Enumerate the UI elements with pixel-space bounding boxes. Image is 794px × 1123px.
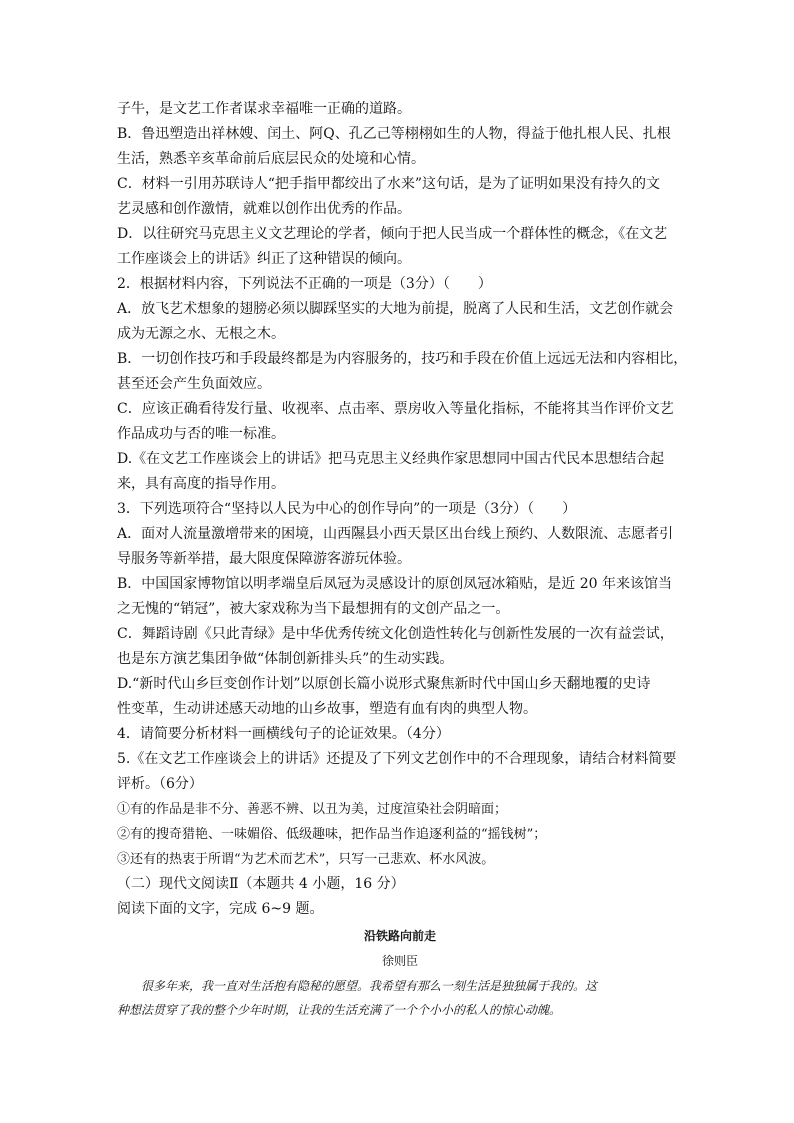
question-4: 4．请简要分析材料一画横线句子的论证效果。（4分） (117, 726, 450, 742)
text-line: 来，具有高度的指导作用。 (117, 476, 285, 492)
text-line: 成为无源之水、无根之木。 (117, 326, 285, 342)
text-line: 评析。（6分） (117, 776, 203, 792)
reading-instruction: 阅读下面的文字，完成 6~9 题。 (117, 901, 324, 917)
option-d-line: D.“新时代山乡巨变创作计划”以原创长篇小说形式聚焦新时代中国山乡天翻地覆的史诗 (117, 676, 651, 692)
question-3: 3．下列选项符合“坚持以人民为中心的创作导向”的一项是（3分）（ ） (117, 501, 577, 517)
option-a-line: A．放飞艺术想象的翅膀必须以脚踩坚实的大地为前提，脱离了人民和生活，文艺创作就会 (117, 301, 674, 317)
article-title: 沿铁路向前走 (363, 929, 436, 943)
text-line: 子牛，是文艺工作者谋求幸福唯一正确的道路。 (117, 101, 411, 117)
option-c-line: C．应该正确看待发行量、收视率、点击率、票房收入等量化指标，不能将其当作评价文艺 (117, 401, 674, 417)
phenomenon-1: ①有的作品是非不分、善恶不辨、以丑为美，过度渲染社会阴暗面； (117, 802, 508, 817)
phenomenon-2: ②有的搜奇猎艳、一味媚俗、低级趣味，把作品当作追逐利益的“摇钱树”； (117, 827, 547, 842)
text-line: 性变革，生动讲述感天动地的山乡故事，塑造有血有肉的典型人物。 (117, 701, 537, 717)
text-line: 艺灵感和创作激情，就难以创作出优秀的作品。 (117, 201, 411, 217)
option-a-line: A．面对人流量激增带来的困境，山西隰县小西天景区出台线上预约、人数限流、志愿者引 (117, 526, 674, 542)
question-5: 5.《在文艺工作座谈会上的讲话》还提及了下列文艺创作中的不合理现象，请结合材料简要 (117, 751, 677, 767)
text-line: 之无愧的“销冠”，被大家戏称为当下最想拥有的文创产品之一。 (117, 601, 510, 617)
article-author: 徐则臣 (381, 954, 418, 968)
option-b-line: B．一切创作技巧和手段最终都是为内容服务的，技巧和手段在价值上远远无法和内容相比， (117, 351, 688, 367)
document-page (117, 97, 688, 1022)
article-paragraph-line: 种想法贯穿了我的整个少年时期，让我的生活充满了一个个小小的私人的惊心动魄。 (117, 1003, 562, 1017)
option-d-line: D．以往研究马克思主义文艺理论的学者，倾向于把人民当成一个群体性的概念，《在文艺 (117, 226, 668, 242)
option-c-line: C．舞蹈诗剧《只此青绿》是中华优秀传统文化创造性转化与创新性发展的一次有益尝试， (117, 626, 674, 642)
text-line: 生活，熟悉辛亥革命前后底层民众的处境和心情。 (117, 151, 425, 167)
option-b-line: B．中国国家博物馆以明孝端皇后凤冠为灵感设计的原创凤冠冰箱贴，是近 20 年来该馆当 (117, 576, 673, 592)
text-line: 导服务等新举措，最大限度保障游客游玩体验。 (117, 551, 411, 567)
option-d-line: D.《在文艺工作座谈会上的讲话》把马克思主义经典作家思想同中国古代民本思想结合起 (117, 451, 665, 467)
text-line: 工作座谈会上的讲话》纠正了这种错误的倾向。 (117, 251, 411, 267)
question-2: 2．根据材料内容，下列说法不正确的一项是（3分）（ ） (117, 276, 492, 292)
text-line: 甚至还会产生负面效应。 (117, 376, 271, 392)
phenomenon-3: ③还有的热衷于所谓“为艺术而艺术”，只写一己悲欢、杯水风波。 (117, 852, 495, 867)
article-paragraph-line: 很多年来，我一直对生活抱有隐秘的愿望。我希望有那么一刻生活是独独属于我的。这 (141, 979, 598, 993)
option-b-line: B．鲁迅塑造出祥林嫂、闰土、阿Q、孔乙己等栩栩如生的人物，得益于他扎根人民、扎根 (117, 126, 671, 142)
text-line: 也是东方演艺集团争做“体制创新排头兵”的生动实践。 (117, 651, 454, 667)
option-c-line: C．材料一引用苏联诗人“把手指甲都绞出了水来”这句话，是为了证明如果没有持久的文 (117, 176, 661, 192)
section-heading: （二）现代文阅读Ⅱ（本题共 4 小题，16 分） (117, 876, 405, 892)
text-line: 作品成功与否的唯一标准。 (117, 426, 285, 442)
